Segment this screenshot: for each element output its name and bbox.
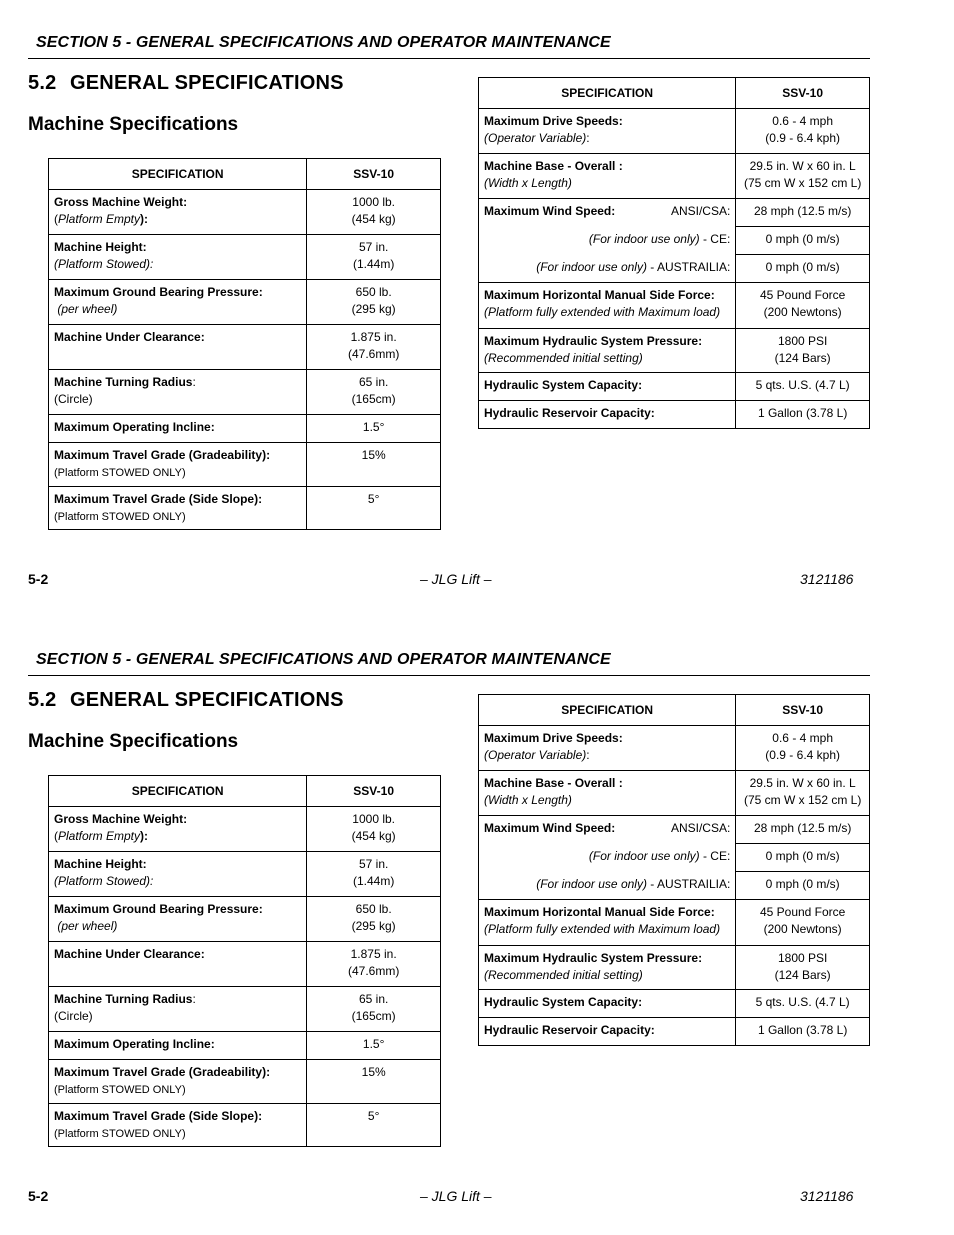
value-cell <box>736 255 870 283</box>
value-metric: (75 cm W x 152 cm L) <box>743 793 862 807</box>
value: 1000 lb. <box>352 195 395 209</box>
table-header-row <box>479 695 870 726</box>
table-row <box>479 329 870 373</box>
spec-cell <box>49 807 307 852</box>
value: 57 in. <box>358 240 389 254</box>
value-cell <box>307 443 441 487</box>
spec-label: Machine Base - Overall : <box>484 159 623 173</box>
spec-cell <box>49 487 307 530</box>
machine-spec-table <box>48 158 441 530</box>
spec-sub: (Platform fully extended with Maximum load) <box>484 922 721 936</box>
table-row <box>49 897 441 942</box>
value-cell <box>307 280 441 325</box>
value-metric: (200 Newtons) <box>763 305 842 319</box>
spec-label: Maximum Wind Speed: <box>484 204 616 218</box>
spec-sub: (Platform Empty): <box>54 212 149 226</box>
page-bottom <box>0 617 954 1234</box>
table-row <box>479 227 870 255</box>
value: 15% <box>361 1065 386 1079</box>
spec-label: Maximum Hydraulic System Pressure: <box>484 951 703 965</box>
value-cell <box>307 1104 441 1147</box>
col-header-specification: SPECIFICATION <box>479 78 736 109</box>
spec-label: Maximum Drive Speeds: <box>484 731 623 745</box>
table-header-row <box>479 78 870 109</box>
spec-sub: (Platform STOWED ONLY) <box>54 1084 186 1096</box>
spec-sub: (Platform STOWED ONLY) <box>54 1128 186 1140</box>
spec-cell: Machine Turning Radius: (Circle) <box>49 370 307 415</box>
table-row <box>49 370 441 415</box>
spec-cell <box>49 235 307 280</box>
table-row <box>49 190 441 235</box>
value: 28 mph (12.5 m/s) <box>753 821 852 835</box>
value: 29.5 in. W x 60 in. L <box>749 159 856 173</box>
spec-sub: (Platform Stowed): <box>54 257 154 271</box>
spec-label: Hydraulic System Capacity: <box>484 378 643 392</box>
spec-cell <box>49 897 307 942</box>
value-metric: (295 kg) <box>351 919 396 933</box>
section-title: GENERAL SPECIFICATIONS <box>70 689 344 711</box>
table-row <box>49 325 441 370</box>
value-cell <box>307 807 441 852</box>
value: 45 Pound Force <box>759 288 846 302</box>
value-metric: (200 Newtons) <box>763 922 842 936</box>
table-row <box>479 373 870 401</box>
spec-cell <box>479 990 736 1018</box>
wind-condition: (For indoor use only) - CE: <box>588 848 731 863</box>
col-header-model: SSV-10 <box>307 776 441 807</box>
table-row <box>49 942 441 987</box>
table-row <box>479 946 870 990</box>
spec-cell <box>479 227 736 255</box>
spec-label: Machine Turning Radius <box>54 375 193 389</box>
wind-condition: (For indoor use only) - AUSTRAILIA: <box>536 876 731 891</box>
spec-label: Maximum Drive Speeds: <box>484 114 623 128</box>
value: 1.875 in. <box>350 947 397 961</box>
spec-cell <box>49 1060 307 1104</box>
table-row <box>49 852 441 897</box>
machine-spec-table <box>48 775 441 1147</box>
spec-cell <box>479 373 736 401</box>
value: 1.5° <box>362 420 385 434</box>
spec-label: Maximum Horizontal Manual Side Force: <box>484 905 715 919</box>
spec-cell <box>49 852 307 897</box>
spec-label: Maximum Hydraulic System Pressure: <box>484 334 703 348</box>
value-metric: (124 Bars) <box>774 968 831 982</box>
value-metric: (75 cm W x 152 cm L) <box>743 176 862 190</box>
value-cell <box>307 852 441 897</box>
table-row <box>479 283 870 329</box>
value: 5° <box>367 1109 380 1123</box>
spec-cell <box>479 771 736 816</box>
value: 1 Gallon (3.78 L) <box>757 1023 848 1037</box>
spec-label: Maximum Wind Speed: <box>484 821 616 835</box>
spec-sub: (Platform fully extended with Maximum load) <box>484 305 721 319</box>
value-cell <box>307 487 441 530</box>
spec-label: Maximum Travel Grade (Gradeability): <box>54 448 271 462</box>
footer-brand: – JLG Lift – <box>420 1188 492 1204</box>
spec-cell <box>479 283 736 329</box>
col-header-specification: SPECIFICATION <box>479 695 736 726</box>
section-number: 5.2 <box>28 689 57 711</box>
spec-cell <box>479 154 736 199</box>
machine-spec-table-continued <box>478 77 870 429</box>
spec-sub: (Circle) <box>54 1009 93 1023</box>
footer-brand: – JLG Lift – <box>420 571 492 587</box>
machine-specifications-heading: Machine Specifications <box>28 114 239 135</box>
value: 650 lb. <box>355 902 392 916</box>
wind-condition: ANSI/CSA: <box>670 204 731 218</box>
footer-page-number: 5-2 <box>28 1188 49 1204</box>
spec-cell <box>49 1104 307 1147</box>
table-row <box>49 807 441 852</box>
spec-label: Gross Machine Weight: <box>54 812 188 826</box>
wind-condition: (For indoor use only) - AUSTRAILIA: <box>536 259 731 274</box>
table-row <box>479 771 870 816</box>
spec-label: Gross Machine Weight: <box>54 195 188 209</box>
value-metric: (47.6mm) <box>347 964 400 978</box>
spec-label: Hydraulic Reservoir Capacity: <box>484 406 655 420</box>
spec-cell <box>479 816 736 844</box>
table-row <box>49 987 441 1032</box>
value-cell <box>736 373 870 401</box>
value: 5 qts. U.S. (4.7 L) <box>755 995 850 1009</box>
section-heading <box>28 689 344 712</box>
value: 1.875 in. <box>350 330 397 344</box>
table-row <box>49 415 441 443</box>
spec-sub: (Recommended initial setting) <box>484 968 643 982</box>
table-row <box>479 816 870 844</box>
value-cell <box>307 235 441 280</box>
spec-cell <box>49 280 307 325</box>
value-cell <box>736 990 870 1018</box>
spec-label: Maximum Travel Grade (Side Slope): <box>54 1109 263 1123</box>
col-header-model: SSV-10 <box>736 695 870 726</box>
value-metric: (454 kg) <box>351 829 396 843</box>
footer-doc-number: 3121186 <box>800 571 854 587</box>
table-row <box>479 255 870 283</box>
table-row <box>479 872 870 900</box>
table-row <box>49 280 441 325</box>
value: 1 Gallon (3.78 L) <box>757 406 848 420</box>
spec-sub: (Operator Variable) <box>484 131 587 145</box>
value: 0 mph (0 m/s) <box>765 849 840 863</box>
value: 0.6 - 4 mph <box>772 731 833 745</box>
value: 1800 PSI <box>777 334 828 348</box>
spec-label: Machine Height: <box>54 240 147 254</box>
spec-label: Hydraulic Reservoir Capacity: <box>484 1023 655 1037</box>
spec-cell: Maximum Drive Speeds: (Operator Variable): <box>479 109 736 154</box>
value-metric: (124 Bars) <box>774 351 831 365</box>
value-cell <box>736 227 870 255</box>
spec-sub: (Platform STOWED ONLY) <box>54 511 186 523</box>
value: 1000 lb. <box>352 812 395 826</box>
table-row <box>479 1018 870 1046</box>
value: 0 mph (0 m/s) <box>765 232 840 246</box>
spec-label: Hydraulic System Capacity: <box>484 995 643 1009</box>
table-row <box>479 900 870 946</box>
spec-cell <box>479 1018 736 1046</box>
value: 1.5° <box>362 1037 385 1051</box>
spec-sub: (Platform Empty): <box>54 829 149 843</box>
spec-cell <box>49 415 307 443</box>
value-metric: (0.9 - 6.4 kph) <box>765 748 840 762</box>
section-number: 5.2 <box>28 72 57 94</box>
spec-cell <box>479 255 736 283</box>
spec-cell <box>479 401 736 429</box>
value-metric: (47.6mm) <box>347 347 400 361</box>
value-cell <box>736 283 870 329</box>
value: 1800 PSI <box>777 951 828 965</box>
value-cell <box>736 844 870 872</box>
value-cell <box>307 370 441 415</box>
value-metric: (454 kg) <box>351 212 396 226</box>
value-cell <box>736 900 870 946</box>
spec-sub: (Circle) <box>54 392 93 406</box>
value-cell <box>307 325 441 370</box>
value-cell <box>307 897 441 942</box>
spec-cell <box>479 329 736 373</box>
value-metric: (165cm) <box>351 1009 396 1023</box>
table-row <box>479 844 870 872</box>
wind-condition: ANSI/CSA: <box>670 821 731 835</box>
value: 0 mph (0 m/s) <box>765 877 840 891</box>
spec-sub: (Width x Length) <box>484 176 572 190</box>
value: 5 qts. U.S. (4.7 L) <box>755 378 850 392</box>
table-row <box>49 443 441 487</box>
value-cell <box>736 199 870 227</box>
spec-label: Maximum Operating Incline: <box>54 1037 215 1051</box>
table-row <box>479 726 870 771</box>
spec-label: Machine Under Clearance: <box>54 330 205 344</box>
spec-sub: (Platform STOWED ONLY) <box>54 467 186 479</box>
table-row <box>49 487 441 530</box>
col-header-specification: SPECIFICATION <box>49 159 307 190</box>
value-cell <box>307 190 441 235</box>
spec-label: Maximum Horizontal Manual Side Force: <box>484 288 715 302</box>
spec-label: Maximum Travel Grade (Gradeability): <box>54 1065 271 1079</box>
value: 45 Pound Force <box>759 905 846 919</box>
spec-label: Machine Base - Overall : <box>484 776 623 790</box>
spec-label: Maximum Ground Bearing Pressure: <box>54 285 263 299</box>
spec-label: Machine Height: <box>54 857 147 871</box>
section-header: SECTION 5 - GENERAL SPECIFICATIONS AND OPERATOR MAINTENANCE <box>36 651 611 668</box>
spec-sub: (Width x Length) <box>484 793 572 807</box>
spec-sub: (Recommended initial setting) <box>484 351 643 365</box>
table-row <box>49 235 441 280</box>
spec-sub: (Operator Variable) <box>484 748 587 762</box>
spec-cell <box>479 946 736 990</box>
value: 5° <box>367 492 380 506</box>
value: 57 in. <box>358 857 389 871</box>
value-cell <box>307 1032 441 1060</box>
value-cell <box>736 726 870 771</box>
table-row <box>479 154 870 199</box>
value-cell <box>736 154 870 199</box>
spec-cell <box>479 872 736 900</box>
section-heading <box>28 72 344 95</box>
spec-label: Maximum Ground Bearing Pressure: <box>54 902 263 916</box>
table-row <box>479 199 870 227</box>
spec-label: Maximum Operating Incline: <box>54 420 215 434</box>
spec-cell: Machine Turning Radius: (Circle) <box>49 987 307 1032</box>
value-cell <box>736 816 870 844</box>
table-row <box>49 1104 441 1147</box>
spec-cell: Maximum Drive Speeds: (Operator Variable): <box>479 726 736 771</box>
machine-specifications-heading: Machine Specifications <box>28 731 239 752</box>
table-row <box>479 109 870 154</box>
table-row <box>479 401 870 429</box>
spec-cell <box>49 1032 307 1060</box>
spec-sub: (per wheel) <box>54 302 118 316</box>
header-rule <box>28 675 870 676</box>
table-row <box>49 1032 441 1060</box>
value-cell <box>307 942 441 987</box>
spec-label: Maximum Travel Grade (Side Slope): <box>54 492 263 506</box>
value-metric: (1.44m) <box>352 874 395 888</box>
spec-cell <box>479 199 736 227</box>
spec-label: Machine Turning Radius <box>54 992 193 1006</box>
col-header-model: SSV-10 <box>736 78 870 109</box>
value-cell <box>736 329 870 373</box>
table-row <box>49 1060 441 1104</box>
value-cell <box>307 987 441 1032</box>
spec-cell <box>49 325 307 370</box>
header-rule <box>28 58 870 59</box>
value: 0.6 - 4 mph <box>772 114 833 128</box>
footer-page-number: 5-2 <box>28 571 49 587</box>
spec-sub: (Platform Stowed): <box>54 874 154 888</box>
value-metric: (295 kg) <box>351 302 396 316</box>
page-top <box>0 0 954 617</box>
value-metric: (1.44m) <box>352 257 395 271</box>
machine-spec-table-continued <box>478 694 870 1046</box>
spec-sub: (per wheel) <box>54 919 118 933</box>
value-metric: (0.9 - 6.4 kph) <box>765 131 840 145</box>
spec-cell <box>49 443 307 487</box>
col-header-specification: SPECIFICATION <box>49 776 307 807</box>
value-cell <box>736 872 870 900</box>
value-cell <box>736 401 870 429</box>
section-title: GENERAL SPECIFICATIONS <box>70 72 344 94</box>
section-header: SECTION 5 - GENERAL SPECIFICATIONS AND OPERATOR MAINTENANCE <box>36 34 611 51</box>
table-header-row <box>49 159 441 190</box>
table-header-row <box>49 776 441 807</box>
value-cell <box>307 415 441 443</box>
spec-cell <box>49 190 307 235</box>
value-cell <box>736 109 870 154</box>
value: 15% <box>361 448 386 462</box>
spec-cell <box>479 844 736 872</box>
footer-doc-number: 3121186 <box>800 1188 854 1204</box>
table-row <box>479 990 870 1018</box>
value: 0 mph (0 m/s) <box>765 260 840 274</box>
value-cell <box>736 1018 870 1046</box>
col-header-model: SSV-10 <box>307 159 441 190</box>
value: 65 in. <box>358 375 389 389</box>
value-cell <box>736 946 870 990</box>
wind-condition: (For indoor use only) - CE: <box>588 231 731 246</box>
spec-cell <box>49 942 307 987</box>
value: 28 mph (12.5 m/s) <box>753 204 852 218</box>
value-cell <box>736 771 870 816</box>
value: 650 lb. <box>355 285 392 299</box>
spec-cell <box>479 900 736 946</box>
value-metric: (165cm) <box>351 392 396 406</box>
value-cell <box>307 1060 441 1104</box>
value: 29.5 in. W x 60 in. L <box>749 776 856 790</box>
value: 65 in. <box>358 992 389 1006</box>
spec-label: Machine Under Clearance: <box>54 947 205 961</box>
